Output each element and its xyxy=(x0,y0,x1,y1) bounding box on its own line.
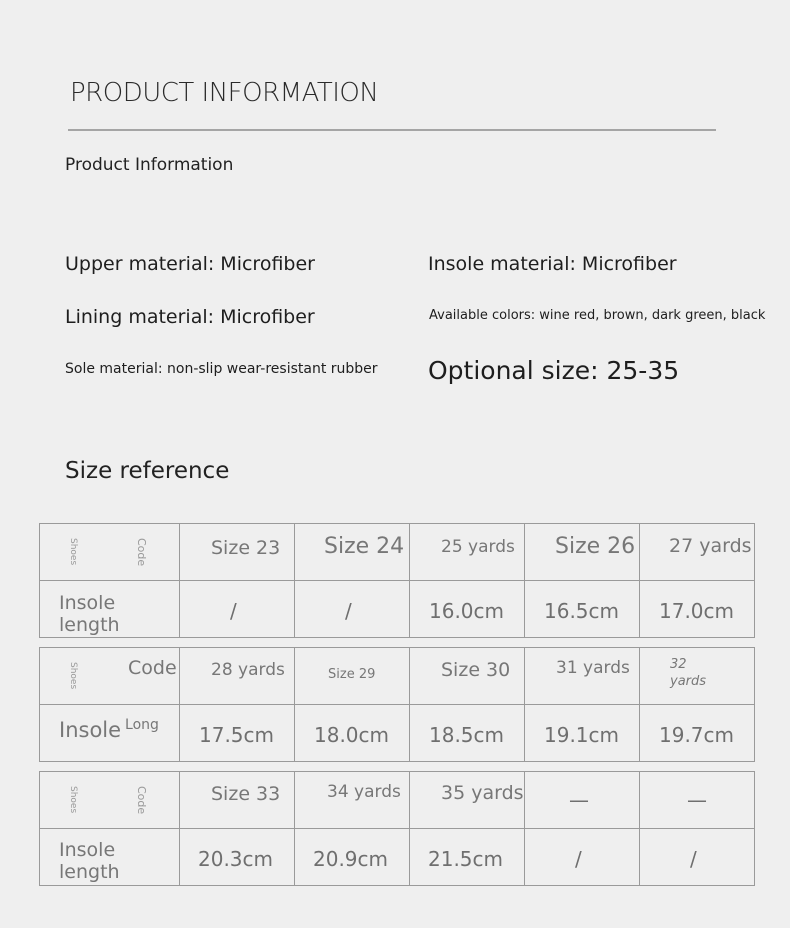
size-cell: — xyxy=(525,772,640,829)
spec-insole-material: Insole material: Microfiber xyxy=(428,253,677,275)
value-cell: 19.1cm xyxy=(525,705,640,762)
size-cell: 28 yards xyxy=(180,648,295,705)
size-table-1 xyxy=(39,523,755,638)
insole-length-cell: Insole length xyxy=(40,829,180,886)
table-row xyxy=(40,648,755,705)
shoes-label: Shoes xyxy=(68,786,78,814)
value-cell: / xyxy=(640,829,755,886)
value-cell: 18.5cm xyxy=(410,705,525,762)
value-cell: 16.0cm xyxy=(410,581,525,638)
size-table-3 xyxy=(39,771,755,886)
section-subtitle: Product Information xyxy=(65,155,234,175)
value-cell: / xyxy=(295,581,410,638)
title-divider xyxy=(68,129,716,131)
size-table-2 xyxy=(39,647,755,762)
size-cell: Size 30 xyxy=(410,648,525,705)
value-cell: / xyxy=(180,581,295,638)
table-row xyxy=(40,829,755,886)
size-cell: 34 yards xyxy=(295,772,410,829)
spec-lining-material: Lining material: Microfiber xyxy=(65,306,315,328)
spec-available-colors: Available colors: wine red, brown, dark green, black xyxy=(429,308,766,323)
size-cell: 35 yards xyxy=(410,772,525,829)
header-label-cell xyxy=(40,524,180,581)
spec-sole-material: Sole material: non-slip wear-resistant rubber xyxy=(65,361,378,377)
code-label: Code xyxy=(128,657,177,679)
value-cell: 20.3cm xyxy=(180,829,295,886)
value-cell: / xyxy=(525,829,640,886)
shoes-label: Shoes xyxy=(68,662,78,690)
code-label: Code xyxy=(135,786,148,815)
value-cell: 17.0cm xyxy=(640,581,755,638)
insole-long-cell: Insole $^{Long}$ xyxy=(40,705,180,762)
table-row xyxy=(40,524,755,581)
page-title: PRODUCT INFORMATION xyxy=(70,78,379,108)
table-row xyxy=(40,705,755,762)
header-label-cell xyxy=(40,648,180,705)
value-cell: 18.0cm xyxy=(295,705,410,762)
table-row xyxy=(40,581,755,638)
size-cell: 25 yards xyxy=(410,524,525,581)
size-cell: Size 24 xyxy=(295,524,410,581)
code-label: Code xyxy=(135,538,148,567)
size-cell: Size 29 xyxy=(295,648,410,705)
table-row xyxy=(40,772,755,829)
size-cell: Size 26 xyxy=(525,524,640,581)
value-cell: 21.5cm xyxy=(410,829,525,886)
value-cell: 16.5cm xyxy=(525,581,640,638)
size-cell: 32 yards xyxy=(640,648,755,705)
spec-optional-size: Optional size: 25-35 xyxy=(428,356,680,385)
header-label-cell xyxy=(40,772,180,829)
spec-upper-material: Upper material: Microfiber xyxy=(65,253,315,275)
value-cell: 20.9cm xyxy=(295,829,410,886)
insole-length-cell: Insole length xyxy=(40,581,180,638)
size-cell: — xyxy=(640,772,755,829)
shoes-label: Shoes xyxy=(68,538,78,566)
size-cell: 31 yards xyxy=(525,648,640,705)
size-cell: Size 23 xyxy=(180,524,295,581)
size-cell: Size 33 xyxy=(180,772,295,829)
value-cell: 19.7cm xyxy=(640,705,755,762)
size-reference-heading: Size reference xyxy=(65,458,230,484)
value-cell: 17.5cm xyxy=(180,705,295,762)
size-cell: 27 yards xyxy=(640,524,755,581)
